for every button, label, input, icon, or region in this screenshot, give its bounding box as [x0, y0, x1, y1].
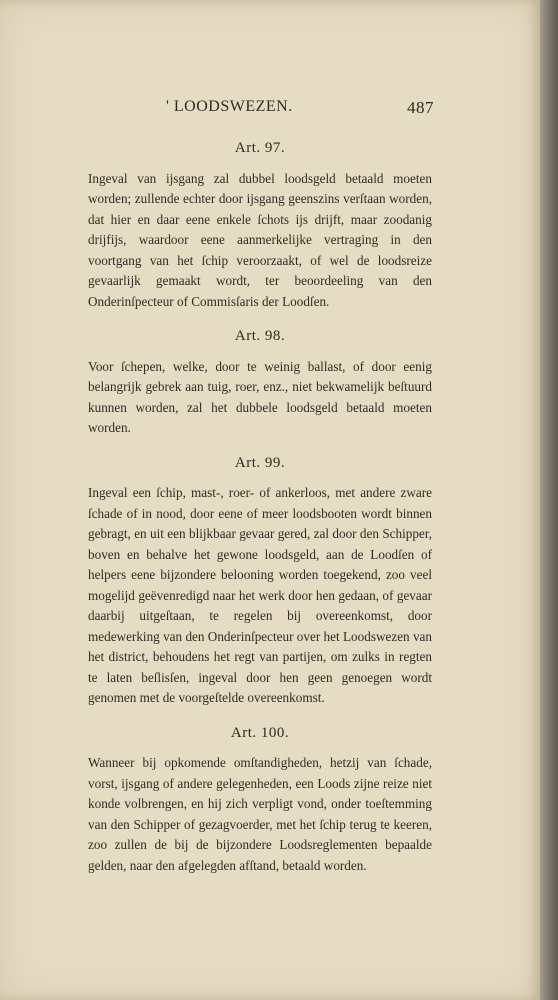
article-heading: Art. 100. [230, 724, 290, 741]
running-title: ' LOODSWEZEN. [166, 98, 293, 115]
article-paragraph: Wanneer bij opkomende omſtandigheden, hetzij van ſchade, vorst, ijsgang of andere gelegenheden, een Loods zijne reize niet konde volbrengen, en hij zich verpligt vond, onder toeſtemming van den Schipper of gezagvoerder, met het ſchip terug te keeren, zoo zullen de bij de bijzondere Loodsreglementen bepaalde gelden, naar den afgelegden afſtand, betaald worden. [88, 755, 432, 873]
article-heading: Art. 97. [234, 140, 286, 156]
page-body [88, 132, 432, 890]
page-number: 487 [407, 98, 434, 117]
article-100 [88, 723, 432, 877]
article-paragraph: Voor ſchepen, welke, door te weinig ballast, of door eenig belangrijk gebrek aan tuig, roer, enz., niet bekwamelijk beſtuurd kunnen worden, zal het dubbele loodsgeld betaald moeten worden. [88, 358, 432, 435]
page-edge [540, 0, 558, 1000]
article-heading: Art. 99. [234, 454, 286, 471]
article-heading: Art. 98. [234, 328, 286, 344]
article-paragraph: Ingeval van ijsgang zal dubbel loodsgeld betaald moeten worden; zullende echter door ijsgang geenszins verſtaan worden, dat hier en daar eene enkele ſchots ijs drijft, maar zoodanig drijfijs, waardoor eene aanmerkelijke vertraging in den voortgang van het ſchip veroorzaakt, of wel de loodsreize gevaarlijk gemaakt wordt, ter beoordeeling van den Onderinſpecteur of Commisſaris der Loodſen. [88, 170, 432, 309]
article-paragraph: Ingeval een ſchip, mast-, roer- of ankerloos, met andere zware ſchade of in nood, door eene of meer loodsbooten wordt binnen gebragt, en uit een blijkbaar gevaar gered, zal door den Schipper, boven en behalve het gewone loodsgeld, aan de Loodſen of helpers eene bijzondere belooning worden toegekend, zoo veel mogelijd geëvenredigd naar het werk door hen gedaan, of gevaar daarbij uitgeſtaan, te regelen bij overeenkomst, door medewerking van den Onderinſpecteur over het Loodswezen van het district, behoudens het regt van partijen, om zulks in regten te laten beſlisſen, ingeval door hen geen genoegen wordt genomen met de voorgeſtelde overeenkomst. [88, 485, 432, 705]
article-99 [88, 453, 432, 709]
article-97 [88, 138, 432, 312]
article-98 [88, 326, 432, 439]
running-header [166, 98, 434, 116]
